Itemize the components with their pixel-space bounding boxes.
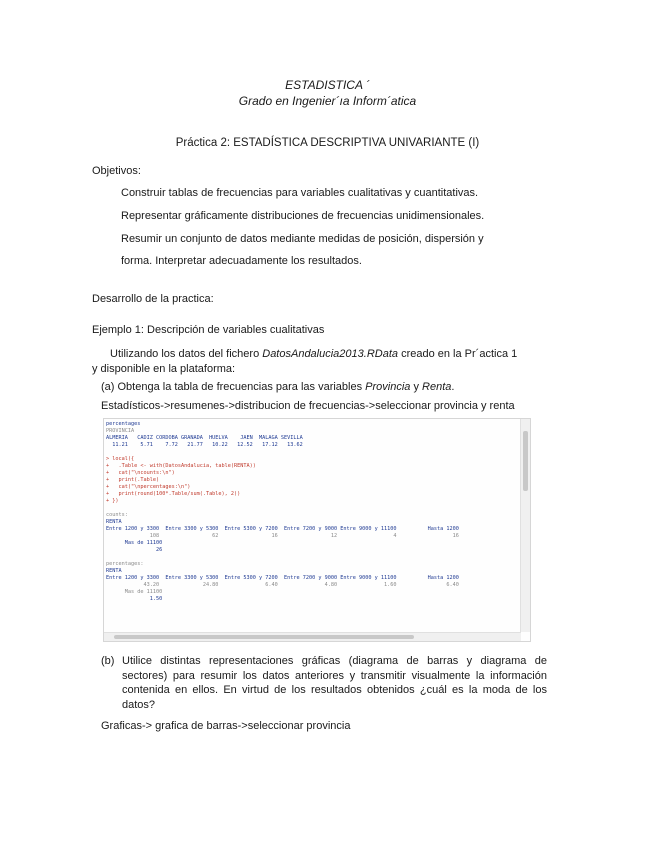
intro-paragraph-line-2: y disponible en la plataforma: [92, 363, 236, 375]
console-line: + print(.Table) [106, 477, 160, 483]
objetivos-label: Objetivos: [92, 165, 141, 177]
console-line: Entre 1200 y 3300 Entre 3300 y 5300 Entre 5300 y 7200 Entre 7200 y 9000 Entre 9000 y 11100 Hasta 1200 [106, 526, 459, 532]
vertical-scrollbar[interactable] [520, 419, 530, 632]
desarrollo-heading: Desarrollo de la practica: [92, 293, 214, 305]
ejemplo-1-title: Ejemplo 1: Descripción de variables cualitativas [92, 324, 325, 336]
console-line: + }) [106, 498, 119, 504]
console-line: Mas de 11100 [106, 589, 163, 595]
objetivo-item-3: Resumir un conjunto de datos mediante medidas de posición, dispersión y [121, 233, 484, 245]
console-line [106, 505, 516, 512]
menu-path-frecuencias: Estadísticos->resumenes->distribucion de frecuencias->seleccionar provincia y renta [101, 400, 515, 412]
item-a-end: . [451, 381, 455, 393]
item-a-var-provincia: Provincia [365, 381, 411, 393]
console-line: + .Table <- with(DatosAndalucia, table(RENTA)) [106, 463, 256, 469]
item-a-mid: y [410, 381, 423, 393]
objetivo-item-2: Representar gráficamente distribuciones de frecuencias unidimensionales. [121, 210, 485, 222]
document-title: ESTADISTICA ´ [285, 78, 370, 92]
menu-path-barras: Graficas-> grafica de barras->seleccionar provincia [101, 720, 351, 732]
console-line: + print(round(100*.Table/sum(.Table), 2)) [106, 491, 241, 497]
objetivo-item-4: forma. Interpretar adecuadamente los resultados. [121, 255, 362, 267]
item-b [101, 654, 547, 712]
console-line: ALMERIA CADIZ CORDOBA GRANADA HUELVA JAEN MALAGA SEVILLA [106, 435, 303, 441]
objetivo-item-1: Construir tablas de frecuencias para variables cualitativas y cuantitativas. [121, 187, 479, 199]
item-a-prefix: (a) Obtenga la tabla de frecuencias para las variables [101, 381, 366, 393]
console-line: + cat("\npercentages:\n") [106, 484, 191, 490]
console-line: Entre 1200 y 3300 Entre 3300 y 5300 Entre 5300 y 7200 Entre 7200 y 9000 Entre 9000 y 11100 Hasta 1200 [106, 575, 459, 581]
console-line: RENTA [106, 519, 122, 525]
console-line: Mas de 11100 [106, 540, 163, 546]
console-line [106, 449, 516, 456]
console-line: PROVINCIA [106, 428, 135, 434]
item-b-label: (b) [101, 655, 115, 667]
console-line: RENTA [106, 568, 122, 574]
item-b-text: Utilice distintas representaciones gráficas (diagrama de barras y diagrama de sectores) para resumir los datos anteriores y transmitir visualmente la información contenida en ellos. En virtud de los resultados obtenidos ¿cuál es la moda de los datos? [122, 655, 547, 711]
intro-paragraph-line-1 [110, 347, 517, 361]
console-line: counts: [106, 512, 128, 518]
console-output [106, 421, 516, 603]
item-a-var-renta: Renta [422, 381, 452, 393]
console-line: 1.50 [106, 596, 163, 602]
item-a [101, 380, 454, 394]
console-line: 108 62 16 12 4 16 [106, 533, 459, 539]
console-line [106, 554, 516, 561]
console-line: percentages: [106, 561, 144, 567]
console-line: > local({ [106, 456, 135, 462]
horizontal-scroll-thumb[interactable] [114, 635, 414, 639]
console-line: percentages [106, 421, 141, 427]
console-line: + cat("\ncounts:\n") [106, 470, 175, 476]
vertical-scroll-thumb[interactable] [523, 431, 528, 491]
intro-text-b: creado en la Pr´actica 1 [398, 348, 518, 360]
r-console-screenshot [103, 418, 531, 642]
console-line: 43.20 24.80 6.40 4.80 1.60 6.40 [106, 582, 459, 588]
horizontal-scrollbar[interactable] [104, 632, 521, 641]
practica-title: Práctica 2: ESTADÍSTICA DESCRIPTIVA UNIVARIANTE (I) [175, 137, 480, 149]
intro-file-name: DatosAndalucia2013.RData [262, 348, 399, 360]
intro-text-a: Utilizando los datos del fichero [110, 348, 263, 360]
console-line: 26 [106, 547, 163, 553]
document-subtitle: Grado en Ingenier´ıa Inform´atica [238, 94, 417, 108]
console-line: 11.21 5.71 7.72 21.77 10.22 12.52 17.12 13.62 [106, 442, 303, 448]
